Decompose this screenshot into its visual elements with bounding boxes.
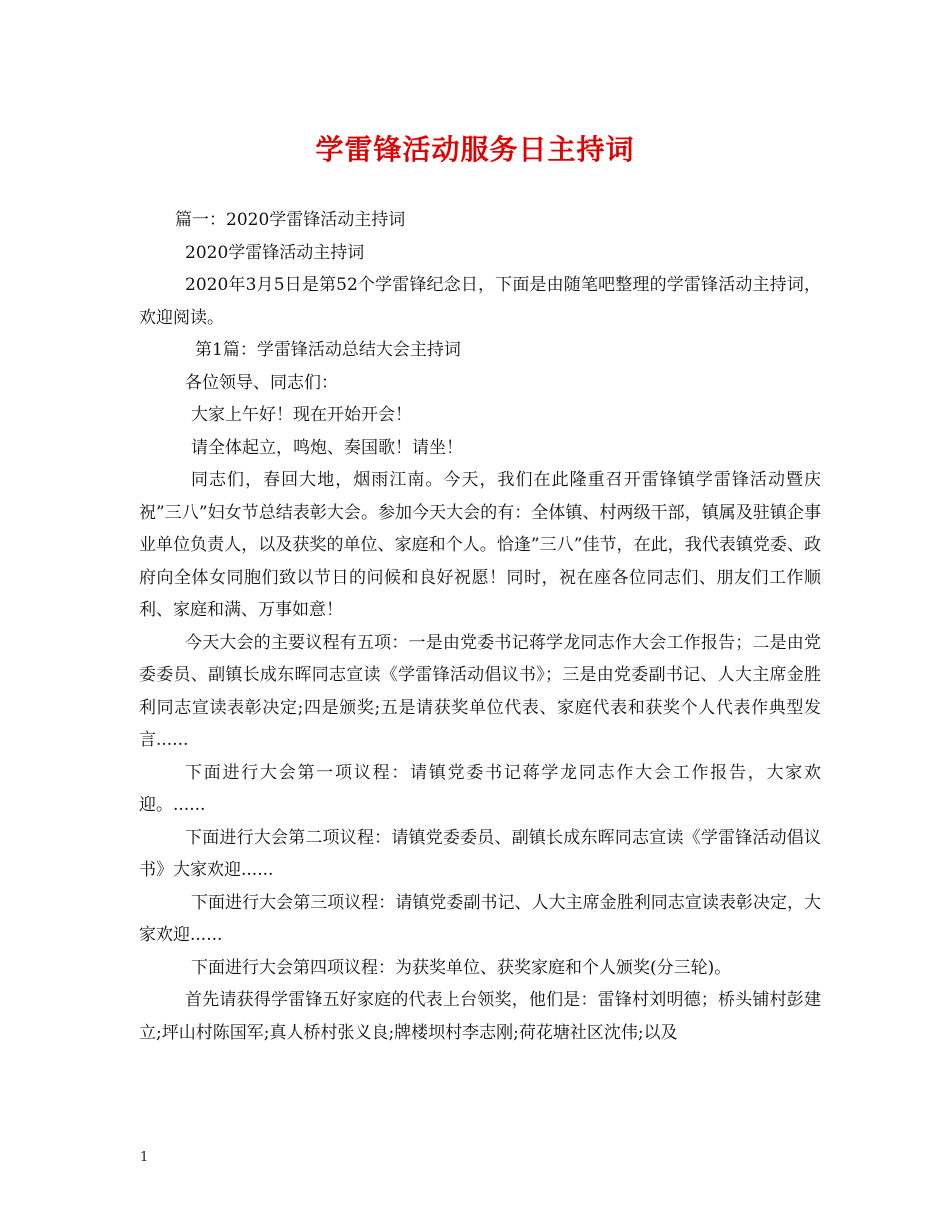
paragraph-greeting: 大家上午好！现在开始开会！ <box>191 405 412 425</box>
paragraph-salutation: 各位领导、同志们： <box>185 372 338 393</box>
paragraph-award-list: 首先请获得学雷锋五好家庭的代表上台领奖，他们是：雷锋村刘明德；桥头铺村彭建立;坪山村陈国军;真人桥村张义良;牌楼坝村李志刚;荷花塘社区沈伟;以及 <box>139 990 821 1043</box>
paragraph-section-heading: 篇一：2020学雷锋活动主持词 <box>175 210 406 230</box>
paragraph-agenda-item-1: 下面进行大会第一项议程：请镇党委书记蒋学龙同志作大会工作报告，大家欢迎。...... <box>139 762 821 815</box>
paragraph-agenda-item-3: 下面进行大会第三项议程：请镇党委副书记、人大主席金胜利同志宣读表彰决定，大家欢迎...... <box>139 892 821 945</box>
paragraph-subtitle: 2020学雷锋活动主持词 <box>185 242 365 263</box>
paragraph-intro: 2020年3月5日是第52个学雷锋纪念日，下面是由随笔吧整理的学雷锋活动主持词，欢迎阅读。 <box>139 275 821 328</box>
paragraph-anthem: 请全体起立，鸣炮、奏国歌！请坐！ <box>191 437 463 458</box>
paragraph-agenda: 今天大会的主要议程有五项：一是由党委书记蒋学龙同志作大会工作报告；二是由党委委员、副镇长成东晖同志宣读《学雷锋活动倡议书》；三是由党委副书记、人大主席金胜利同志宣读表彰决定;四是颁奖;五是请获奖单位代表、家庭代表和获奖个人代表作典型发言...... <box>139 632 821 750</box>
document-title: 学雷锋活动服务日主持词 <box>315 133 635 166</box>
paragraph-chapter-heading: 第1篇：学雷锋活动总结大会主持词 <box>195 340 461 360</box>
paragraph-agenda-item-2: 下面进行大会第二项议程：请镇党委委员、副镇长成东晖同志宣读《学雷锋活动倡议书》大家欢迎...... <box>139 827 821 880</box>
document-body <box>139 204 821 1049</box>
paragraph-opening-remarks: 同志们，春回大地，烟雨江南。今天，我们在此隆重召开雷锋镇学雷锋活动暨庆祝”三八”妇女节总结表彰大会。参加今天大会的有：全体镇、村两级干部，镇属及驻镇企事业单位负责人，以及获奖的单位、家庭和个人。恰逢”三八”佳节，在此，我代表镇党委、政府向全体女同胞们致以节日的问候和良好祝愿！同时，祝在座各位同志们、朋友们工作顺利、家庭和满、万事如意！ <box>139 470 821 620</box>
paragraph-agenda-item-4: 下面进行大会第四项议程：为获奖单位、获奖家庭和个人颁奖(分三轮)。 <box>191 957 732 978</box>
page-number: 1 <box>140 1150 149 1165</box>
